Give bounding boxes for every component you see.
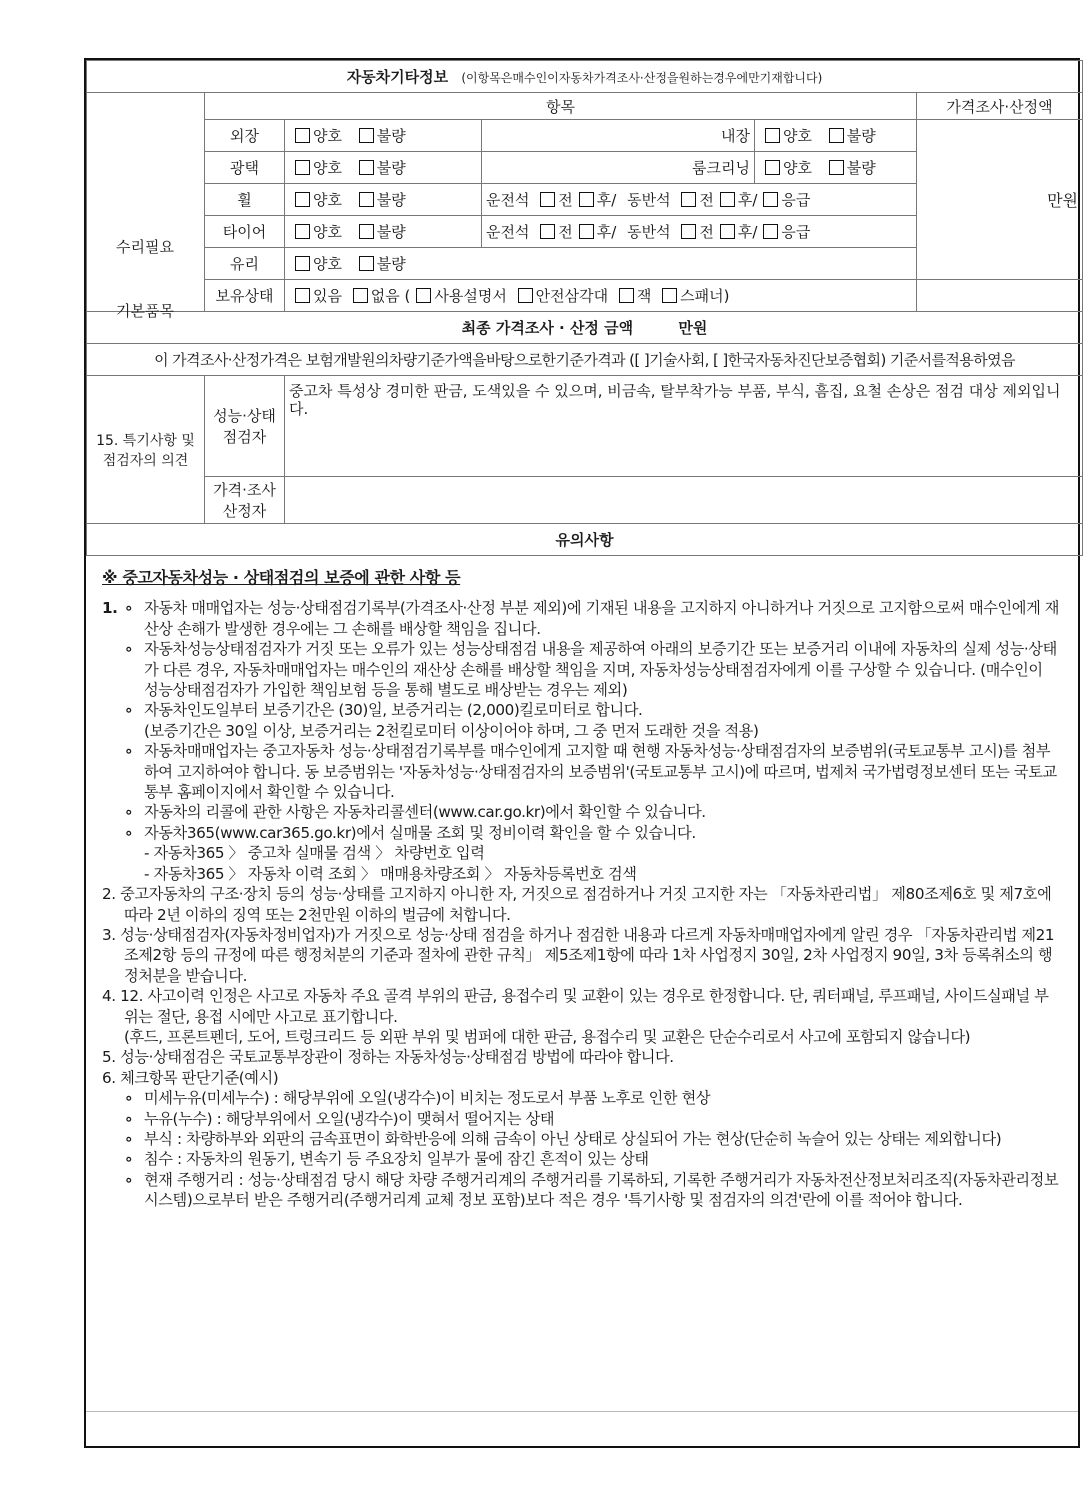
caution-bullet	[102, 639, 1060, 700]
opt-bad-label: 불량	[846, 127, 876, 145]
tire-passenger-rear-checkbox[interactable]	[720, 224, 735, 239]
caution-bullet	[102, 1088, 1060, 1108]
basic-group-label: 기본품목	[116, 302, 174, 320]
row-exterior	[87, 120, 1083, 152]
opt-rear-label: 후/	[737, 191, 758, 209]
room-cleaning-bad-checkbox[interactable]	[829, 160, 844, 175]
opt-good-label: 양호	[783, 159, 812, 177]
wheel-seat-options	[482, 184, 917, 216]
caution-item-1	[102, 598, 1060, 884]
tire-options	[285, 216, 482, 248]
remark-row-inspector	[87, 376, 1083, 477]
interior-options	[755, 120, 917, 152]
wheel-driver-front-checkbox[interactable]	[540, 192, 555, 207]
section-title: 자동차기타정보	[346, 68, 449, 86]
caution-body	[86, 556, 1078, 1211]
gloss-options	[285, 152, 482, 184]
remark-group-label: 15. 특기사항 및 점검자의 의견	[87, 376, 205, 524]
label-interior: 내장	[482, 120, 755, 152]
possession-options	[285, 280, 917, 312]
bullet-icon: ∘	[124, 701, 134, 720]
caution-bullet	[102, 1170, 1060, 1211]
final-price-label: 최종 가격조사 · 산정 금액	[461, 319, 634, 337]
exterior-bad-checkbox[interactable]	[359, 128, 374, 143]
driver-seat-label: 운전석	[486, 223, 530, 241]
caution-text: 미세누유(미세누수) : 해당부위에 오일(냉각수)이 비치는 정도로서 부품 노후로 인한 현상	[144, 1089, 711, 1108]
room-cleaning-options	[755, 152, 917, 184]
bullet-icon: ∘	[124, 1150, 134, 1169]
wheel-passenger-front-checkbox[interactable]	[681, 192, 696, 207]
opt-triangle-label: 안전삼각대	[535, 287, 609, 305]
interior-good-checkbox[interactable]	[765, 128, 780, 143]
opt-front-label: 전	[699, 191, 714, 209]
caution-bullet	[102, 823, 1060, 843]
possession-have-checkbox[interactable]	[295, 288, 310, 303]
header-row	[87, 93, 1083, 120]
header-item: 항목	[205, 93, 917, 120]
caution-item-4: 4. 12. 사고이력 인정은 사고로 자동차 주요 골격 부위의 판금, 용접수리 및 교환이 있는 경우로 한정합니다. 단, 쿼터패널, 루프패널, 사이드실패널 부위는 절단, 용접 시에만 사고로 표기합니다.	[102, 987, 1049, 1026]
price-value: 만원	[917, 120, 1083, 280]
opt-good-label: 양호	[313, 255, 342, 273]
section-note: (이항목은매수인이자동차가격조사·산정을원하는경우에만기재합니다)	[461, 71, 823, 85]
opt-have-label: 있음	[313, 287, 342, 305]
wheel-passenger-rear-checkbox[interactable]	[720, 192, 735, 207]
caution-subtext: (보증기간은 30일 이상, 보증거리는 2천킬로미터 이상이어야 하며, 그 중 먼저 도래한 것을 적용)	[144, 721, 759, 740]
opt-front-label: 전	[699, 223, 714, 241]
tire-driver-rear-checkbox[interactable]	[579, 224, 594, 239]
caution-text: 침수 : 자동차의 원동기, 변속기 등 주요장치 일부가 물에 잠긴 흔적이 있는 상태	[144, 1150, 649, 1169]
opt-good-label: 양호	[783, 127, 812, 145]
exterior-good-checkbox[interactable]	[295, 128, 310, 143]
possession-manual-checkbox[interactable]	[416, 288, 431, 303]
label-gloss: 광택	[205, 152, 285, 184]
empty-price-cell	[917, 280, 1083, 312]
caution-bullet	[102, 1109, 1060, 1129]
tire-driver-front-checkbox[interactable]	[540, 224, 555, 239]
bullet-icon: ∘	[124, 640, 134, 659]
possession-jack-checkbox[interactable]	[619, 288, 634, 303]
caution-subtext: - 자동차365 〉 중고차 실매물 검색 〉 차량번호 입력	[144, 844, 485, 863]
row-possession	[87, 280, 1083, 312]
passenger-seat-label: 동반석	[627, 223, 671, 241]
caution-bullet	[102, 1129, 1060, 1149]
caution-item-3: 3. 성능·상태점검자(자동차정비업자)가 거짓으로 성능·상태 점검을 하거나 점검한 내용과 다르게 자동차매매업자에게 알린 경우 「자동차관리법 제21조제2항 등의 규정에 따른 행정처분의 기준과 절차에 관한 규칙」 제5조제1항에 따라 1차 사업정지 30일, 2차 사업정지 90일, 3차 등록취소의 행정처분을 받습니다.	[102, 925, 1055, 985]
bullet-icon: ∘	[124, 1109, 134, 1128]
opt-rear-label: 후/	[737, 223, 758, 241]
bullet-icon: ∘	[124, 599, 134, 618]
tire-bad-checkbox[interactable]	[359, 224, 374, 239]
caution-text: 자동차매매업자는 중고자동차 성능·상태점검기록부를 매수인에게 고지할 때 현행 자동차성능·상태점검자의 보증범위(국토교통부 고시)를 첨부하여 고지하여야 합니다. 동 보증범위는 '자동차성능·상태점검자의 보증범위'(국토교통부 고시)에 따르며, 법제처 국가법령정보센터 또는 국토교통부 홈페이지에서 확인할 수 있습니다.	[144, 742, 1057, 802]
opt-bad-label: 불량	[376, 255, 406, 273]
opt-rear-label: 후/	[596, 191, 617, 209]
caution-text: 자동차 매매업자는 성능·상태점검기록부(가격조사·산정 부분 제외)에 기재된 내용을 고지하지 아니하거나 거짓으로 고지함으로써 매수인에게 재산상 손해가 발생한 경우에는 그 손해를 배상할 책임을 집니다.	[144, 599, 1060, 638]
glass-good-checkbox[interactable]	[295, 256, 310, 271]
opt-good-label: 양호	[313, 223, 342, 241]
caution-item-6: 6. 체크항목 판단기준(예시)	[102, 1068, 279, 1087]
wheel-driver-rear-checkbox[interactable]	[579, 192, 594, 207]
inspection-form-page-2	[84, 58, 1080, 1448]
caution-subtext: - 자동차365 〉 자동차 이력 조회 〉 매매용차량조회 〉 자동차등록번호 검색	[144, 864, 637, 883]
tire-emergency-checkbox[interactable]	[763, 224, 778, 239]
final-price-unit: 만원	[678, 319, 708, 337]
exterior-options	[285, 120, 482, 152]
inspector-label: 성능·상태 점검자	[205, 376, 285, 477]
opt-bad-label: 불량	[846, 159, 876, 177]
caution-title-row	[87, 524, 1083, 556]
bullet-icon: ∘	[124, 1089, 134, 1108]
caution-item-5: 5. 성능·상태점검은 국토교통부장관이 정하는 자동차성능·상태점검 방법에 따라야 합니다.	[102, 1048, 674, 1067]
remark-row-appraiser	[87, 477, 1083, 524]
caution-text: 자동차인도일부터 보증기간은 (30)일, 보증거리는 (2,000)킬로미터로 합니다.	[144, 701, 643, 720]
opt-good-label: 양호	[313, 127, 342, 145]
possession-triangle-checkbox[interactable]	[518, 288, 533, 303]
inspector-text[interactable]: 중고차 특성상 경미한 판금, 도색있을 수 있으며, 비금속, 탈부착가능 부품, 부식, 흠집, 요철 손상은 점검 대상 제외입니다.	[285, 376, 1083, 477]
opt-good-label: 양호	[313, 159, 342, 177]
opt-front-label: 전	[558, 223, 573, 241]
bullet-icon: ∘	[124, 1170, 134, 1189]
wheel-options	[285, 184, 482, 216]
final-price-row	[87, 312, 1083, 344]
opt-good-label: 양호	[313, 191, 342, 209]
caution-text: 누유(누수) : 해당부위에서 오일(냉각수)이 맺혀서 떨어지는 상태	[144, 1109, 555, 1128]
label-room-cleaning: 룸크리닝	[482, 152, 755, 184]
wheel-bad-checkbox[interactable]	[359, 192, 374, 207]
opt-bad-label: 불량	[376, 223, 406, 241]
note-line: 이 가격조사·산정가격은 보험개발원의차량기준가액을바탕으로한기준가격과 ([ ]기술사회, [ ]한국자동차진단보증협회) 기준서를적용하였음	[87, 344, 1083, 376]
wheel-good-checkbox[interactable]	[295, 192, 310, 207]
caution-bullet	[102, 700, 1060, 720]
section-title-row	[87, 61, 1083, 93]
room-cleaning-good-checkbox[interactable]	[765, 160, 780, 175]
gloss-good-checkbox[interactable]	[295, 160, 310, 175]
tire-passenger-front-checkbox[interactable]	[681, 224, 696, 239]
wheel-emergency-checkbox[interactable]	[763, 192, 778, 207]
opt-none-label: 없음 (	[370, 287, 411, 305]
bullet-icon: ∘	[124, 1129, 134, 1148]
caution-item-4-sub: (후드, 프론트펜더, 도어, 트렁크리드 등 외판 부위 및 범퍼에 대한 판금, 용접수리 및 교환은 단순수리로서 사고에 포함되지 않습니다)	[124, 1027, 971, 1046]
appraiser-label: 가격·조사 산정자	[205, 477, 285, 524]
bullet-icon: ∘	[124, 823, 134, 842]
appraiser-text[interactable]	[285, 477, 1083, 524]
opt-bad-label: 불량	[376, 127, 406, 145]
glass-options	[285, 248, 917, 280]
bottom-divider	[86, 1411, 1078, 1412]
caution-number-1: 1.	[102, 599, 118, 618]
caution-text: 자동차성능상태점검자가 거짓 또는 오류가 있는 성능상태점검 내용을 제공하여 아래의 보증기간 또는 보증거리 이내에 자동차의 실제 성능·상태가 다른 경우, 자동차매매업자는 매수인의 재산상 손해를 배상할 책임을 지며, 자동차성능상태점검자에게 이를 구상할 수 있습니다. (매수인이 성능상태점검자가 가입한 책임보험 등을 통해 별도로 배상받는 경우는 제외)	[144, 640, 1057, 700]
opt-bad-label: 불량	[376, 191, 406, 209]
opt-manual-label: 사용설명서	[434, 287, 507, 305]
tire-good-checkbox[interactable]	[295, 224, 310, 239]
bullet-icon: ∘	[124, 803, 134, 822]
glass-bad-checkbox[interactable]	[359, 256, 374, 271]
caution-bullet	[102, 802, 1060, 822]
other-info-table	[86, 60, 1083, 556]
caution-bullet	[102, 598, 1060, 639]
header-price: 가격조사·산정액	[917, 93, 1083, 120]
caution-bullet	[102, 1149, 1060, 1169]
opt-bad-label: 불량	[376, 159, 406, 177]
interior-bad-checkbox[interactable]	[829, 128, 844, 143]
caution-text: 현재 주행거리 : 성능·상태점검 당시 해당 차량 주행거리계의 주행거리를 기록하되, 기록한 주행거리가 자동차전산정보처리조직(자동차관리정보시스템)으로부터 받은 주행거리(주행거리계 교체 정보 포함)보다 적은 경우 '특기사항 및 점검자의 의견'란에 이를 적어야 합니다.	[144, 1170, 1059, 1210]
caution-item-2: 2. 중고자동차의 구조·장치 등의 성능·상태를 고지하지 아니한 자, 거짓으로 점검하거나 거짓 고지한 자는 「자동차관리법」 제80조제6호 및 제7호에 따라 2년 이하의 징역 또는 2천만원 이하의 벌금에 처합니다.	[102, 885, 1052, 924]
bullet-icon: ∘	[124, 742, 134, 761]
label-tire: 타이어	[205, 216, 285, 248]
opt-rear-label: 후/	[596, 223, 617, 241]
opt-jack-label: 잭	[636, 287, 652, 305]
caution-text: 자동차의 리콜에 관한 사항은 자동차리콜센터(www.car.go.kr)에서 확인할 수 있습니다.	[144, 803, 706, 822]
driver-seat-label: 운전석	[486, 191, 530, 209]
label-possession: 보유상태	[205, 280, 285, 312]
tire-seat-options	[482, 216, 917, 248]
possession-none-checkbox[interactable]	[353, 288, 368, 303]
repair-group-label: 수리필요	[116, 237, 174, 256]
opt-front-label: 전	[558, 191, 573, 209]
gloss-bad-checkbox[interactable]	[359, 160, 374, 175]
caution-bullet	[102, 741, 1060, 802]
note-row	[87, 344, 1083, 376]
opt-emergency-label: 응급	[781, 191, 811, 209]
caution-text: 자동차365(www.car365.go.kr)에서 실매물 조회 및 정비이력 확인을 할 수 있습니다.	[144, 823, 696, 842]
passenger-seat-label: 동반석	[627, 191, 671, 209]
opt-emergency-label: 응급	[781, 223, 811, 241]
possession-spanner-checkbox[interactable]	[662, 288, 677, 303]
label-glass: 유리	[205, 248, 285, 280]
label-wheel: 휠	[205, 184, 285, 216]
caution-text: 부식 : 차량하부와 외판의 금속표면이 화학반응에 의해 금속이 아닌 상태로 상실되어 가는 현상(단순히 녹슬어 있는 상태는 제외합니다)	[144, 1129, 1002, 1148]
caution-heading: ※ 중고자동차성능 · 상태점검의 보증에 관한 사항 등	[102, 568, 461, 587]
opt-spanner-label: 스패너)	[680, 287, 730, 305]
label-exterior: 외장	[205, 120, 285, 152]
caution-title: 유의사항	[87, 524, 1083, 556]
